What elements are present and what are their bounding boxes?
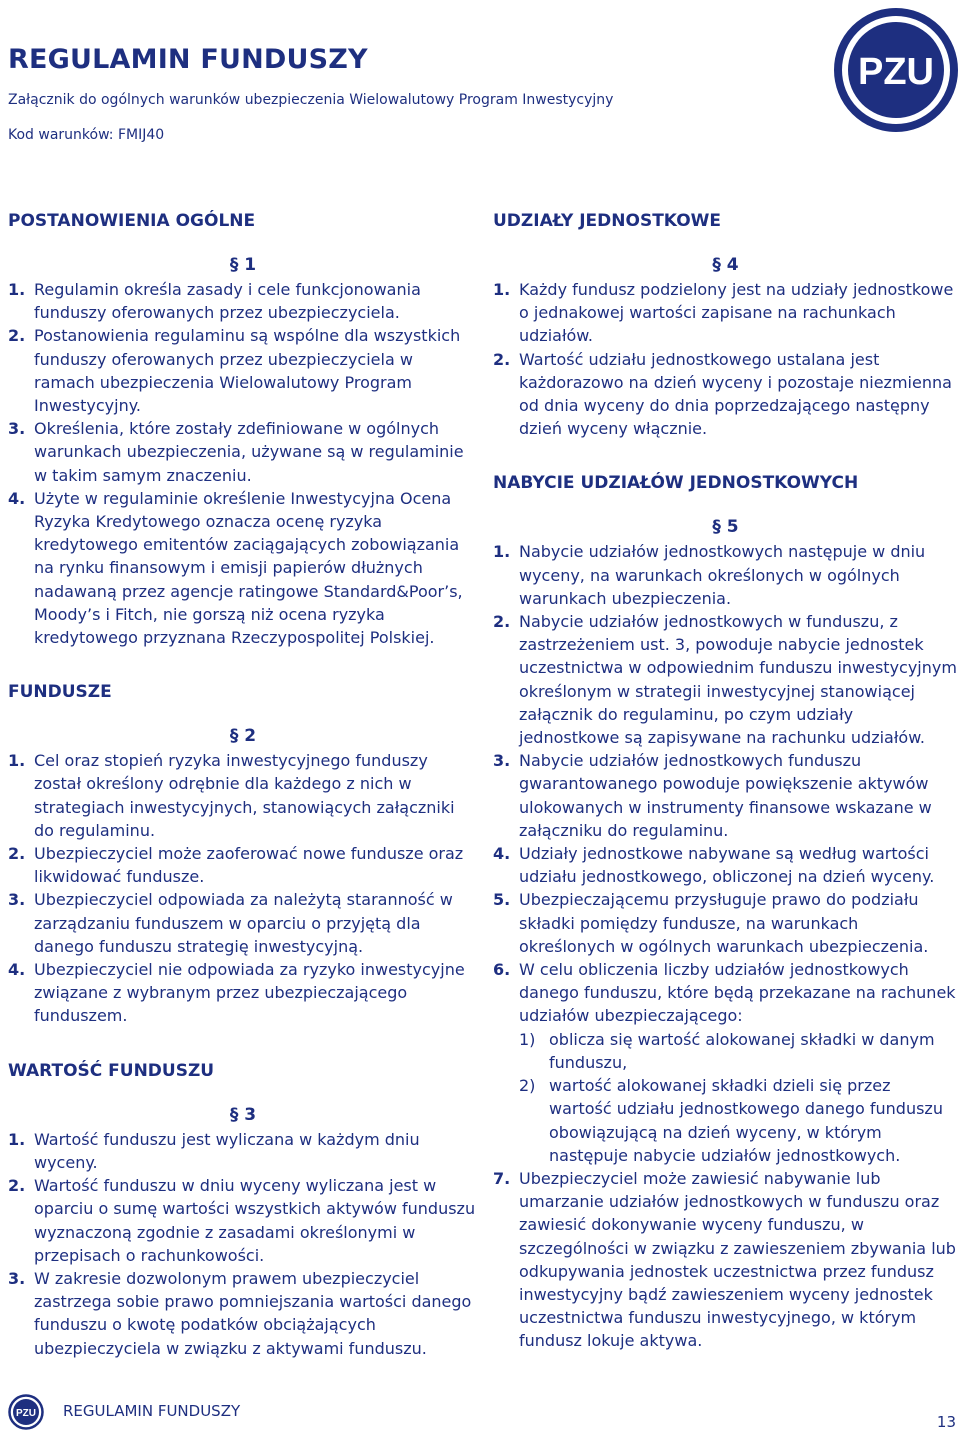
list-item [493,842,958,888]
paragraph-number-2: § 2 [229,726,257,747]
item-number: 2. [493,349,511,369]
item-text: Wartość funduszu jest wyliczana w każdym dniu wyceny. [34,1129,420,1172]
item-number: 3. [8,1268,26,1288]
list-item [8,487,478,649]
item-text: W zakresie dozwolonym prawem ubezpieczyciel zastrzega sobie prawo pomniejszania wartości danego funduszu o kwotę podatków obciążających ubezpieczyciela w związku z aktywami funduszu. [34,1268,472,1358]
list-item [493,958,958,1167]
pzu-logo [834,8,958,132]
paragraph-number-1: § 1 [229,255,257,275]
list-item [8,1128,478,1174]
list-item [493,888,958,958]
footer-logo-text: PZU [16,1408,36,1419]
list-item [493,1167,958,1353]
item-number: 2. [8,1176,26,1196]
item-number: 4. [8,488,26,508]
item-number: 1. [8,751,26,771]
item-text: Nabycie udziałów jednostkowych następuje w dniu wyceny, na warunkach określonych w ogólnych warunkach ubezpieczenia. [519,542,926,608]
list-item [8,749,478,842]
item-number: 2. [8,326,26,346]
list-fundusze [8,749,478,1027]
list-nabycie [493,540,958,1352]
item-text: Udziały jednostkowe nabywane są według wartości udziału jednostkowego, obliczonej na dzień wyceny. [519,844,935,887]
item-number: 2. [8,844,26,864]
pzu-footer-logo [8,1394,44,1430]
item-text: Określenia, które zostały zdefiniowane w ogólnych warunkach ubezpieczenia, używane są w regulaminie w takim samym znaczeniu. [34,419,464,485]
list-item [8,417,478,487]
sublist-item [519,1074,958,1167]
list-udzialy [493,278,958,440]
item-text: Regulamin określa zasady i cele funkcjonowania funduszy oferowanych przez ubezpieczyciela. [34,280,421,323]
list-item [8,842,478,888]
page-title: REGULAMIN FUNDUSZY [8,44,368,75]
subitem-number: 1) [519,1029,536,1049]
item-number: 7. [493,1168,511,1188]
paragraph-number-3: § 3 [229,1104,257,1125]
item-number: 1. [493,542,511,562]
item-text: Ubezpieczyciel może zaoferować nowe fundusze oraz likwidować fundusze. [34,844,464,887]
conditions-code: Kod warunków: FMIJ40 [8,127,165,143]
sublist-item [519,1028,958,1074]
item-text: W celu obliczenia liczby udziałów jednostkowych danego funduszu, które będą przekazane na rachunek udziałów ubezpieczającego: [519,960,956,1026]
list-item [493,348,958,441]
item-number: 1. [493,280,511,299]
item-number: 5. [493,890,511,910]
item-text: Ubezpieczającemu przysługuje prawo do podziału składki pomiędzy fundusze, na warunkach określonych w ogólnych warunkach ubezpieczenia. [519,890,929,956]
list-item [8,278,478,324]
list-item [493,610,958,749]
item-number: 3. [8,419,26,439]
list-ogolne [8,278,478,649]
item-text: Nabycie udziałów jednostkowych funduszu gwarantowanego powoduje powiększenie aktywów ulokowanych w instrumenty finansowe wskazane w załączniku do regulaminu. [519,751,932,840]
list-item [8,324,478,417]
logo-text: PZU [858,51,934,93]
footer-title: REGULAMIN FUNDUSZY [63,1402,241,1420]
list-item [8,958,478,1028]
item-text: Nabycie udziałów jednostkowych w funduszu, z zastrzeżeniem ust. 3, powoduje nabycie jednostek uczestnictwa w odpowiednim funduszu inwestycyjnym określonym w strategii inwestycyjnej stanowiącej załącznik do regulaminu, po czym udziały jednostkowe są zapisywane na rachunku udziałów. [519,612,957,748]
item-number: 1. [8,1129,26,1149]
item-number: 4. [8,960,26,980]
sublist [519,1028,958,1167]
section-heading-ogolne: POSTANOWIENIA OGÓLNE [8,211,256,231]
subitem-text: wartość alokowanej składki dzieli się przez wartość udziału jednostkowego danego funduszu obowiązującą na dzień wyceny, w którym następuje nabycie udziałów jednostkowych. [549,1076,943,1165]
list-item [493,540,958,610]
item-text: Ubezpieczyciel odpowiada za należytą staranność w zarządzaniu funduszem w oparciu o przyjętą dla danego funduszu strategię inwestycyjną. [34,890,453,956]
list-wartosc [8,1128,478,1360]
item-text: Postanowienia regulaminu są wspólne dla wszystkich funduszy oferowanych przez ubezpieczyciela w ramach ubezpieczenia Wielowalutowy Program Inwestycyjny. [34,326,461,416]
item-number: 3. [493,751,511,771]
item-number: 6. [493,960,511,980]
item-number: 1. [8,280,26,299]
section-heading-wartosc: WARTOŚĆ FUNDUSZU [8,1060,215,1081]
section-heading-udzialy: UDZIAŁY JEDNOSTKOWE [493,211,722,231]
subitem-number: 2) [519,1076,536,1096]
section-heading-nabycie: NABYCIE UDZIAŁÓW JEDNOSTKOWYCH [493,473,859,494]
list-item [493,749,958,842]
page-subtitle: Załącznik do ogólnych warunków ubezpieczenia Wielowalutowy Program Inwestycyjny [8,92,614,108]
item-text: Ubezpieczyciel może zawiesić nabywanie lub umarzanie udziałów jednostkowych w funduszu oraz zawiesić dokonywanie wyceny funduszu, w szczególności w związku z zawieszeniem zbywania lub odkupywania jednostek uczestnictwa przez fundusz inwestycyjny bądź zawieszeniem wyceny jednostek uczestnictwa funduszu inwestycyjnego, w którym fundusz lokuje aktywa. [519,1168,956,1351]
item-number: 3. [8,890,26,910]
list-item [8,888,478,958]
section-heading-fundusze: FUNDUSZE [8,682,112,703]
item-number: 2. [493,612,511,632]
item-text: Wartość udziału jednostkowego ustalana jest każdorazowo na dzień wyceny i pozostaje niezmienna od dnia wyceny do dnia poprzedzającego następny dzień wyceny włącznie. [519,349,952,439]
page-number: 13 [936,1413,956,1431]
paragraph-number-5: § 5 [712,517,739,538]
list-item [8,1174,478,1267]
item-text: Ubezpieczyciel nie odpowiada za ryzyko inwestycyjne związane z wybranym przez ubezpieczającego funduszem. [34,960,465,1026]
subitem-text: oblicza się wartość alokowanej składki w danym funduszu, [549,1029,935,1072]
item-number: 4. [493,844,511,864]
list-item [8,1267,478,1360]
left-column [8,208,478,1360]
list-item [493,278,958,348]
right-column [493,208,958,1353]
item-text: Wartość funduszu w dniu wyceny wyliczana jest w oparciu o sumę wartości wszystkich aktywów funduszu wyznaczoną zgodnie z zasadami określonymi w przepisach o rachunkowości. [34,1176,476,1265]
item-text: Każdy fundusz podzielony jest na udziały jednostkowe o jednakowej wartości zapisane na rachunkach udziałów. [519,280,954,346]
paragraph-number-4: § 4 [712,255,739,275]
item-text: Cel oraz stopień ryzyka inwestycyjnego funduszy został określony odrębnie dla każdego z nich w strategiach inwestycyjnych, stanowiących załączniki do regulaminu. [34,751,455,840]
item-text: Użyte w regulaminie określenie Inwestycyjna Ocena Ryzyka Kredytowego oznacza ocenę ryzyka kredytowego emitentów zaciągających zobowiązania na rynku finansowym i emisji papierów dłużnych nadawaną przez agencje ratingowe Standard&Poor’s, Moody’s i Fitch, nie gorszą niż ocena ryzyka kredytowego przyznana Rzeczypospolitej Polskiej. [34,488,463,648]
